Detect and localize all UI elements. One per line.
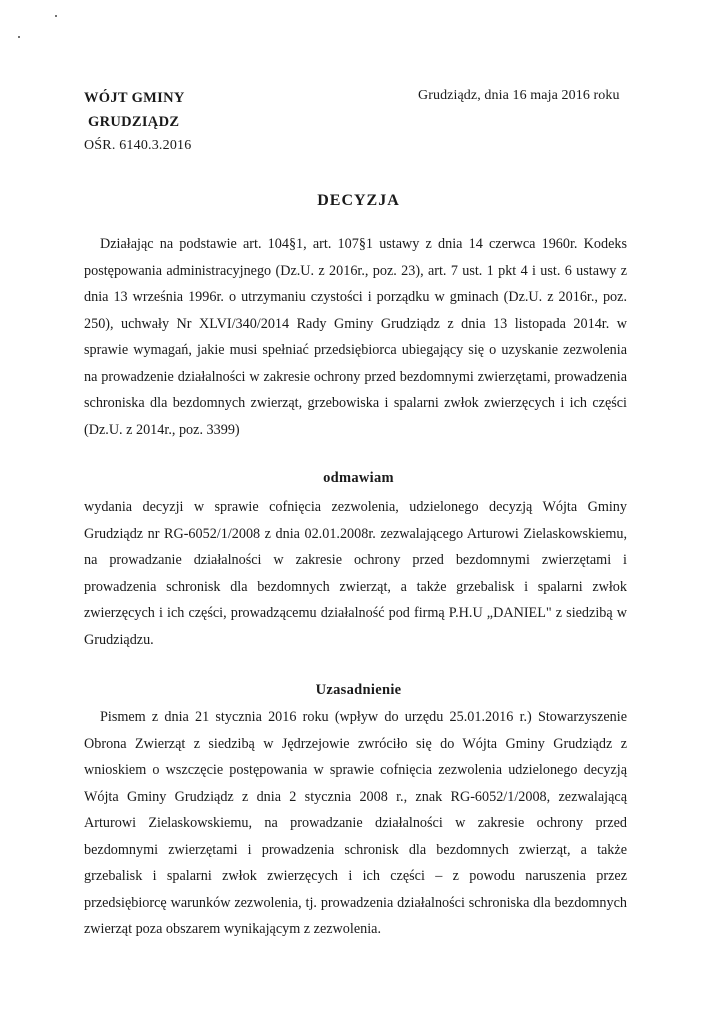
scan-speck [55,15,57,17]
justification-heading: Uzasadnienie [315,682,402,698]
place-date: Grudziądz, dnia 16 maja 2016 roku [418,88,620,103]
scan-speck [18,36,20,38]
decision-heading: odmawiam [323,470,394,486]
issuer-authority-line2: GRUDZIĄDZ [88,114,180,130]
justification-paragraph: Pismem z dnia 21 stycznia 2016 roku (wpływ do urzędu 25.01.2016 r.) Stowarzyszenie Obrona Zwierząt z siedzibą w Jędrzejowie zwróciło się do Wójta Gminy Grudziądz z wnioskiem o wszczęcie postępowania w sprawie cofnięcia zezwolenia udzielonego decyzją Wójta Gminy Grudziądz z dnia 2 stycznia 2008 r., znak RG-6052/1/2008, zezwalającą Arturowi Zielaskowskiemu, na prowadzanie działalności w zakresie ochrony przed bezdomnymi zwierzętami i prowadzenia schronisk dla bezdomnych zwierząt, a także grzebalisk i spalarni zwłok zwierzęcych i ich części – z powodu naruszenia przez przedsiębiorcę warunków zezwolenia, tj. prowadzenia działalności schroniska dla bezdomnych zwierząt poza obszarem wynikającym z zezwolenia. [84,709,627,937]
document-title: DECYZJA [317,192,400,209]
reference-number: OŚR. 6140.3.2016 [84,138,192,153]
issuer-authority-line1: WÓJT GMINY [84,90,185,106]
decision-paragraph: wydania decyzji w sprawie cofnięcia zezwolenia, udzielonego decyzją Wójta Gminy Grudziądz nr RG-6052/1/2008 z dnia 02.01.2008r. zezwalającego Arturowi Zielaskowskiemu, na prowadzanie działalności w zakresie ochrony przed bezdomnymi zwierzętami i prowadzenia schronisk dla bezdomnych zwierząt, a także grzebalisk i spalarni zwłok zwierzęcych i ich części, prowadzącemu działalność pod firmą P.H.U „DANIEL" z siedzibą w Grudziądzu. [84,499,627,648]
issuer-block [84,86,191,158]
legal-basis-paragraph: Działając na podstawie art. 104§1, art. 107§1 ustawy z dnia 14 czerwca 1960r. Kodeks postępowania administracyjnego (Dz.U. z 2016r., poz. 23), art. 7 ust. 1 pkt 4 i ust. 6 ustawy z dnia 13 września 1996r. o utrzymaniu czystości i porządku w gminach (Dz.U. z 2016r., poz. 250), uchwały Nr XLVI/340/2014 Rady Gminy Grudziądz z dnia 13 listopada 2014r. w sprawie wymagań, jakie musi spełniać przedsiębiorca ubiegający się o uzyskanie zezwolenia na prowadzenie działalności w zakresie ochrony przed bezdomnymi zwierzętami, prowadzenia schroniska dla bezdomnych zwierząt, grzebowiska i spalarni zwłok zwierzęcych i ich części (Dz.U. z 2014r., poz. 3399) [84,236,627,438]
